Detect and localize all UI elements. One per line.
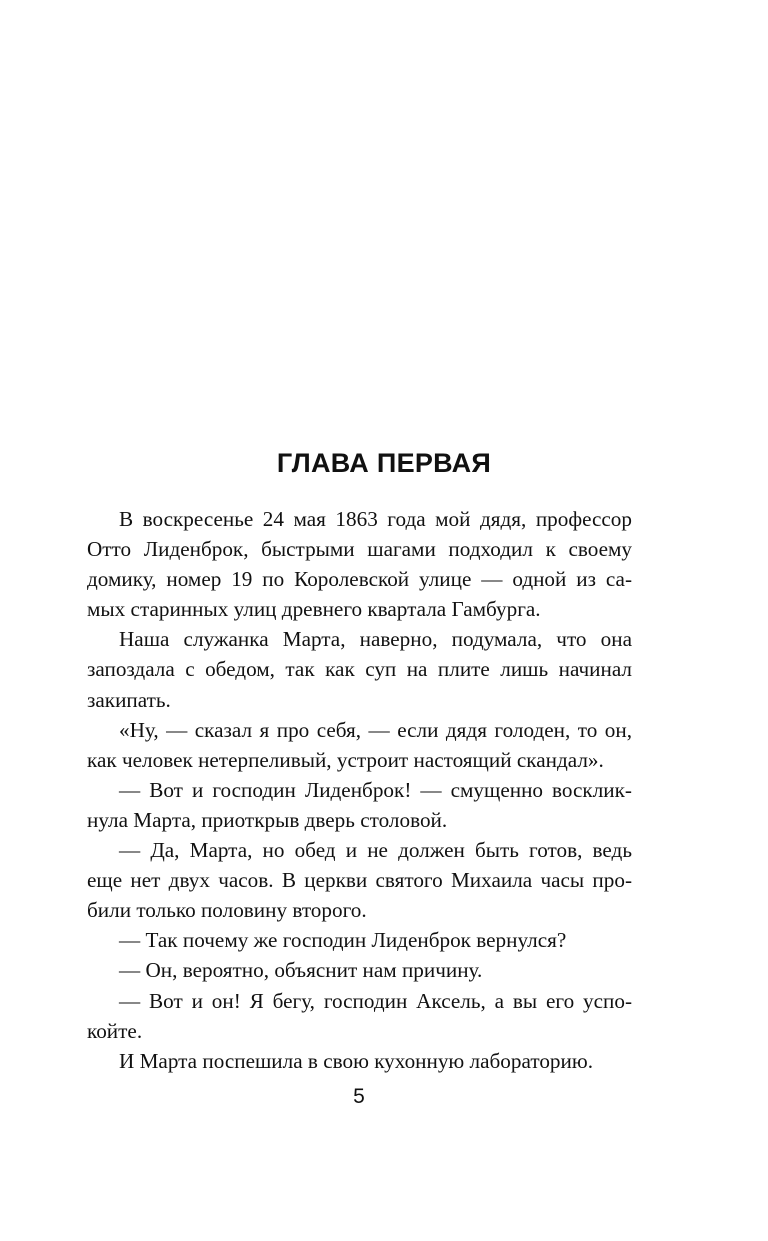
text-line: «Ну, — сказал я про себя, — если дядя голоден, то он, (119, 717, 632, 742)
text-line: — Вот и господин Лиденброк! — смущенно восклик- (119, 777, 632, 802)
text-line: еще нет двух часов. В церкви святого Михаила часы про- (87, 868, 632, 893)
text-line: домику, номер 19 по Королевской улице — одной из са- (87, 567, 632, 592)
text-line: Отто Лиденброк, быстрыми шагами подходил к своему (87, 537, 632, 562)
text-line: И Марта поспешила в свою кухонную лабораторию. (119, 1048, 593, 1073)
text-line: мых старинных улиц древнего квартала Гамбурга. (87, 597, 541, 622)
text-line: нула Марта, приоткрыв дверь столовой. (87, 807, 448, 832)
text-line: койте. (87, 1018, 143, 1043)
text-line: Наша служанка Марта, наверно, подумала, что она (119, 627, 632, 652)
text-line: били только половину второго. (87, 898, 367, 923)
text-line: В воскресенье 24 мая 1863 года мой дядя, профессор (119, 507, 632, 531)
text-line: запоздала с обедом, так как суп на плите лишь начинал (87, 657, 632, 682)
text-line: — Да, Марта, но обед и не должен быть готов, ведь (119, 838, 632, 863)
page-number: 5 (353, 1085, 365, 1108)
text-line: закипать. (87, 687, 171, 712)
text-line: — Вот и он! Я бегу, господин Аксель, а вы его успо- (119, 988, 632, 1013)
text-line: как человек нетерпеливый, устроит настоящий скандал». (87, 747, 604, 772)
chapter-text (87, 504, 632, 1076)
text-line: — Он, вероятно, объяснит нам причину. (119, 958, 483, 983)
text-line: — Так почему же господин Лиденброк вернулся? (119, 928, 567, 953)
chapter-title: ГЛАВА ПЕРВАЯ (276, 448, 492, 478)
